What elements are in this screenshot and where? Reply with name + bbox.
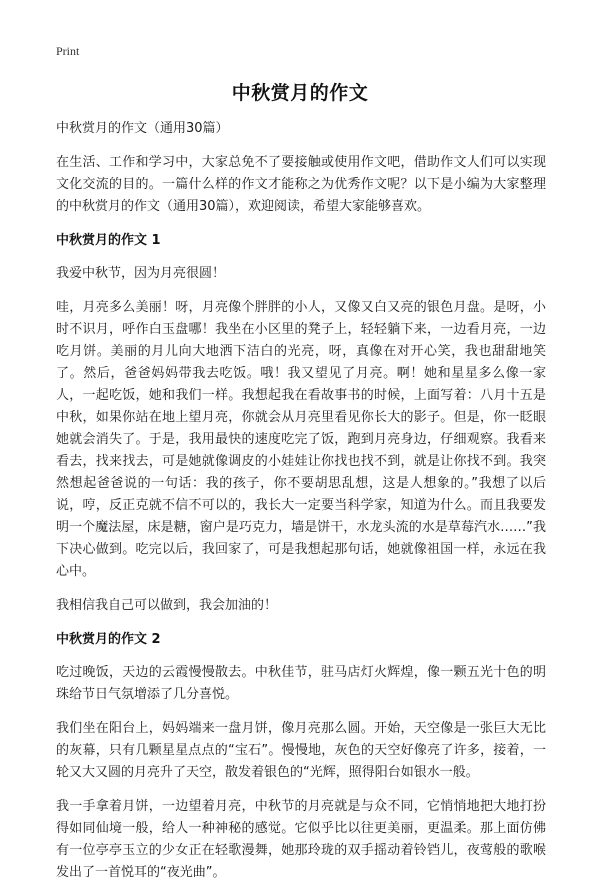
article-body [56, 118, 546, 896]
section-heading: 中秋赏月的作文 2 [56, 632, 161, 647]
print-link[interactable]: Print [56, 44, 80, 58]
section-paragraph: 哇，月亮多么美丽！呀，月亮像个胖胖的小人，又像又白又亮的银色月盘。是呀，小时不识月，呼作白玉盘哪！我坐在小区里的凳子上，轻轻躺下来，一边看月亮，一边吃月饼。美丽的月儿向大地洒下洁白的光亮，呀，真像在对开心笑，我也甜甜地笑了。然后，爸爸妈妈带我去吃饭。哦！我又望见了月亮。啊！她和星星多么像一家人，一起吃饭，她和我们一样。我想起我在看故事书的时候，上面写着：八月十五是中秋，如果你站在地上望月亮，你就会从月亮里看见你长大的影子。但是，你一眨眼她就会消失了。于是，我用最快的速度吃完了饭，跑到月亮身边，仔细观察。我看来看去，找来找去，可是她就像调皮的小娃娃让你找也找不到，就是让你找不到。我突然想起爸爸说的一句话：我的孩子，你不要胡思乱想，这是人想象的。”我想了以后说，哼，反正克就不信不可以的，我长大一定要当科学家，知道为什么。而且我要发明一个魔法屋，床是糖，窗户是巧克力，墙是饼干，水龙头流的水是草莓汽水……”我下决心做到。吃完以后，我回家了，可是我想起那句话，她就像祖国一样，永远在我心中。 [56, 300, 546, 579]
section-paragraph: 我们坐在阳台上，妈妈端来一盘月饼，像月亮那么圆。开始，天空像是一张巨大无比的灰幕，只有几颗星星点点的“宝石”。慢慢地，灰色的天空好像亮了许多，接着，一轮又大又圆的月亮升了天空，散发着银色的“光辉，照得阳台如银水一般。 [56, 721, 546, 780]
article-subtitle: 中秋赏月的作文（通用30篇） [56, 121, 229, 136]
section-heading: 中秋赏月的作文 1 [56, 233, 161, 248]
intro-paragraph: 在生活、工作和学习中，大家总免不了要接触或使用作文吧，借助作文人们可以实现文化交流的目的。一篇什么样的作文才能称之为优秀作文呢？以下是小编为大家整理的中秋赏月的作文（通用30篇），欢迎阅读，希望大家能够喜欢。 [56, 155, 546, 214]
section-paragraph: 吃过晚饭，天边的云霞慢慢散去。中秋佳节，驻马店灯火辉煌，像一颗五光十色的明珠给节日气氛增添了几分喜悦。 [56, 665, 546, 702]
section-paragraph: 我爱中秋节，因为月亮很圆！ [56, 266, 226, 281]
section-paragraph: 我一手拿着月饼，一边望着月亮，中秋节的月亮就是与众不同，它悄悄地把大地打扮得如同仙境一般，给人一种神秘的感觉。它似乎比以往更美丽，更温柔。那上面仿佛有一位亭亭玉立的少女正在轻歌漫舞，她那玲珑的双手摇动着铃铛儿，夜莺般的歌喉发出了一首悦耳的“夜光曲”。 [56, 799, 546, 880]
page-title: 中秋赏月的作文 [231, 82, 369, 104]
section-paragraph: 我相信我自己可以做到，我会加油的！ [56, 598, 278, 613]
